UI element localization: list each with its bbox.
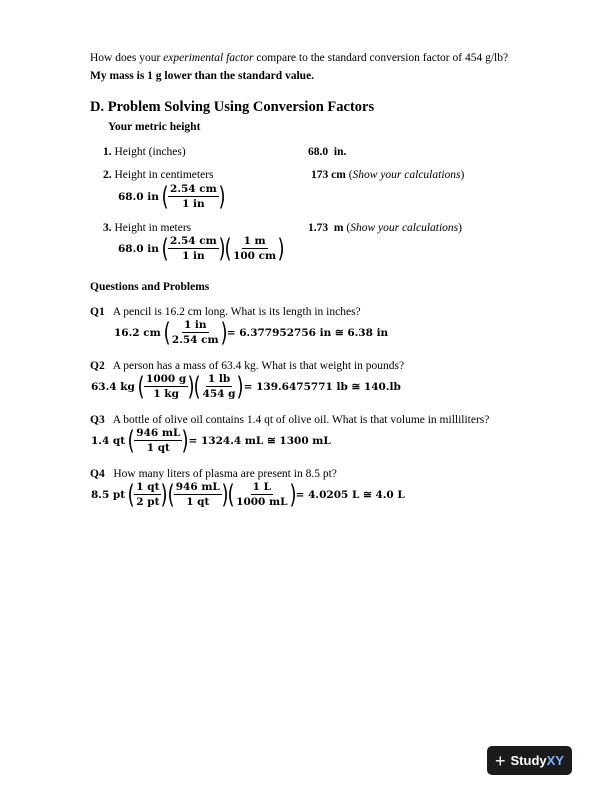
fraction: $\frac{1000 g}{1 kg}$: [146, 373, 187, 400]
fraction: $\frac{1 L}{1000 mL}$: [236, 481, 288, 508]
fraction: $\frac{946 mL}{1 qt}$: [136, 427, 181, 454]
q2-text: Q2 A person has a mass of 63.4 kg. What is that weight in pounds?: [90, 360, 405, 372]
section-subtitle: Your metric height: [108, 121, 201, 133]
fraction: $\frac{2.54 cm}{1 in}$: [170, 183, 217, 210]
section-title: D. Problem Solving Using Conversion Factors: [90, 99, 375, 115]
eq-q4: 8.5 pt ( $\frac{1 qt}{2 pt}$ ) ( $\frac{946 mL}{1 qt}$ ) ( $\frac{1 L}{1000 mL}$ ) = 4.0205 L ≅ 4.0 L: [91, 479, 405, 510]
eq-item-2: 68.0 in ( $\frac{2.54 cm}{1 in}$ ): [118, 181, 226, 212]
item-2-value: 173 cm (Show your calculations): [311, 169, 465, 181]
qp-title: Questions and Problems: [90, 281, 210, 293]
fraction: $\frac{2.54 cm}{1 in}$: [170, 235, 217, 262]
eq-q1: 16.2 cm ( $\frac{1 in}{2.54 cm}$ ) = 6.377952756 in ≅ 6.38 in: [114, 317, 389, 348]
fraction: $\frac{1 qt}{2 pt}$: [136, 481, 160, 508]
intro-answer: My mass is 1 g lower than the standard value.: [90, 70, 315, 82]
q1-text: Q1 A pencil is 16.2 cm long. What is its length in inches?: [90, 306, 361, 318]
q3-text: Q3 A bottle of olive oil contains 1.4 qt of olive oil. What is that volume in milliliters?: [90, 414, 490, 426]
item-1-value: 68.0 in.: [308, 146, 347, 158]
fraction: $\frac{1 in}{2.54 cm}$: [171, 319, 219, 346]
item-3: 3. Height in meters: [103, 222, 192, 234]
item-2: 2. Height in centimeters: [103, 169, 214, 181]
fraction: $\frac{946 mL}{1 qt}$: [175, 481, 220, 508]
q4-text: Q4 How many liters of plasma are present in 8.5 pt?: [90, 468, 337, 480]
studyxy-logo[interactable]: + Study XY: [487, 746, 572, 775]
eq-q2: 63.4 kg ( $\frac{1000 g}{1 kg}$ ) ( $\frac{1 lb}{454 g}$ ) = 139.6475771 lb ≅ 140.lb: [91, 371, 401, 402]
item-3-value: 1.73 m (Show your calculations): [308, 222, 462, 234]
fraction: $\frac{1 lb}{454 g}$: [202, 373, 236, 400]
intro-question: How does your experimental factor compare to the standard conversion factor of 454 g/lb?: [90, 52, 509, 64]
fraction: $\frac{1 m}{100 cm}$: [233, 235, 277, 262]
eq-item-3: 68.0 in ( $\frac{2.54 cm}{1 in}$ ) ( $\frac{1 m}{100 cm}$ ): [118, 233, 285, 264]
plus-icon: +: [495, 750, 506, 771]
item-1: 1. Height (inches): [103, 146, 186, 158]
eq-q3: 1.4 qt ( $\frac{946 mL}{1 qt}$ ) = 1324.4 mL ≅ 1300 mL: [91, 425, 331, 456]
